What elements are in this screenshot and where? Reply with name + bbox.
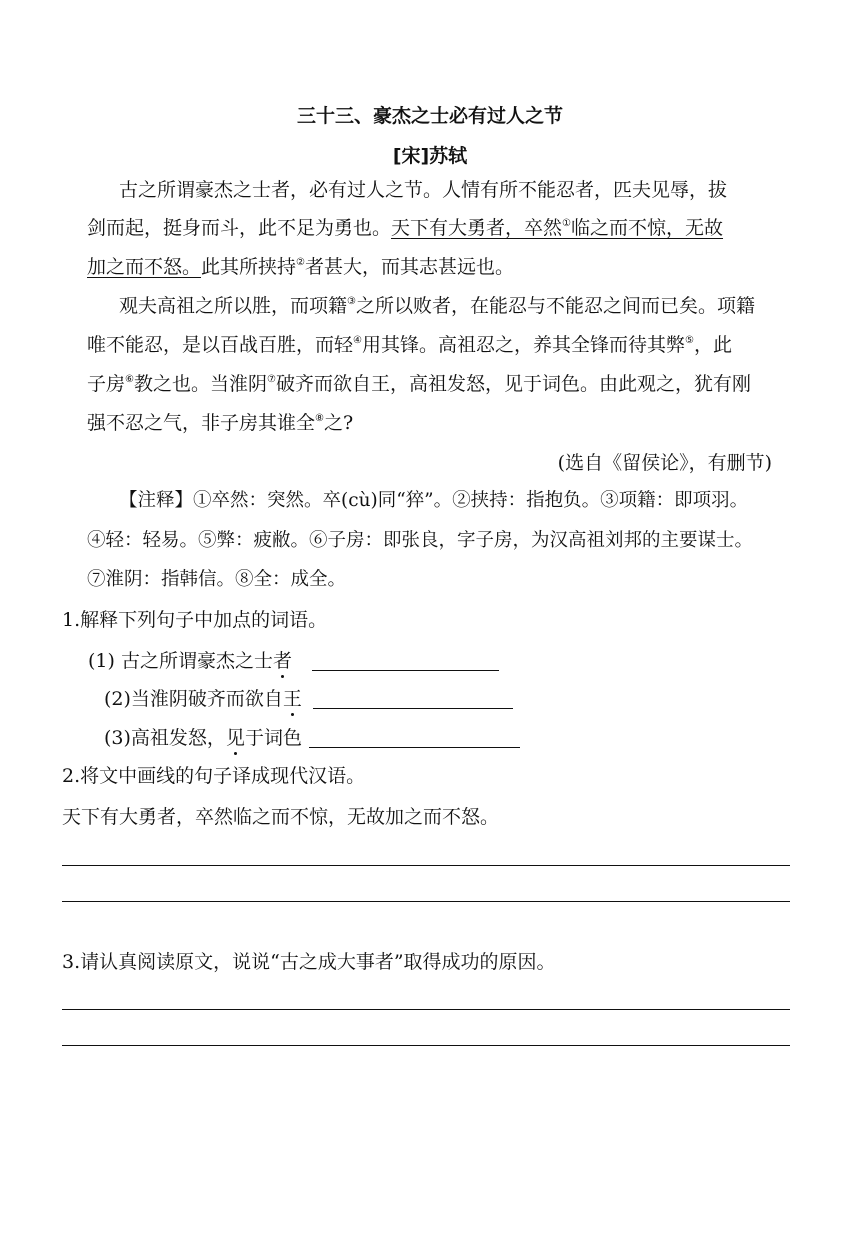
answer-line[interactable] — [62, 901, 790, 902]
question-1-item-3: (3)高祖发怒，见于词色 — [104, 727, 302, 749]
notes-line: ⑦淮阴：指韩信。⑧全：成全。 — [87, 569, 347, 590]
underlined-sentence: 天下有大勇者，卒然①临之而不惊，无故 — [391, 217, 724, 239]
answer-blank[interactable] — [312, 652, 499, 671]
underlined-sentence: 加之而不怒。 — [87, 256, 202, 278]
answer-line[interactable] — [62, 1009, 790, 1010]
dotted-word: 者 — [272, 650, 292, 672]
passage-line: 古之所谓豪杰之士者，必有过人之节。人情有所不能忍者，匹夫见辱，拔 — [119, 179, 728, 201]
dotted-word: 王 — [282, 688, 302, 710]
source-citation: (选自《留侯论》，有删节) — [557, 452, 772, 474]
answer-line[interactable] — [62, 865, 790, 866]
page-title: 三十三、豪杰之士必有过人之节 — [296, 105, 563, 127]
passage-line: 唯不能忍，是以百战百胜，而轻④用其锋。高祖忍之，养其全锋而待其弊⑤，此 — [87, 334, 732, 356]
question-3-prompt: 3.请认真阅读原文，说说“古之成大事者”取得成功的原因。 — [62, 951, 556, 973]
question-1-item-1: (1) 古之所谓豪杰之士者 — [88, 650, 292, 672]
answer-blank[interactable] — [313, 690, 513, 709]
question-1-item-2: (2)当淮阴破齐而欲自王 — [104, 688, 302, 710]
notes-line: 【注释】①卒然：突然。卒(cù)同“猝”。②挟持：指抱负。③项籍：即项羽。 — [119, 490, 749, 511]
passage-line: 强不忍之气，非子房其谁全⑧之? — [87, 412, 354, 434]
answer-line[interactable] — [62, 1045, 790, 1046]
notes-line: ④轻：轻易。⑤弊：疲敝。⑥子房：即张良，字子房，为汉高祖刘邦的主要谋士。 — [87, 530, 754, 551]
passage-line: 剑而起，挺身而斗，此不足为勇也。天下有大勇者，卒然①临之而不惊，无故 — [87, 217, 724, 239]
question-2-prompt: 2.将文中画线的句子译成现代汉语。 — [62, 765, 366, 787]
question-1-prompt: 1.解释下列句子中加点的词语。 — [62, 609, 328, 631]
question-2-sentence: 天下有大勇者，卒然临之而不惊，无故加之而不怒。 — [62, 806, 500, 828]
author-line: [宋]苏轼 — [392, 145, 468, 167]
dotted-word: 见 — [225, 727, 245, 749]
passage-line: 加之而不怒。此其所挟持②者甚大，而其志甚远也。 — [87, 256, 515, 278]
passage-line: 观夫高祖之所以胜，而项籍③之所以败者，在能忍与不能忍之间而已矣。项籍 — [119, 295, 755, 317]
answer-blank[interactable] — [309, 729, 520, 748]
passage-line: 子房⑥教之也。当淮阴⑦破齐而欲自王，高祖发怒，见于词色。由此观之，犹有刚 — [87, 373, 751, 395]
